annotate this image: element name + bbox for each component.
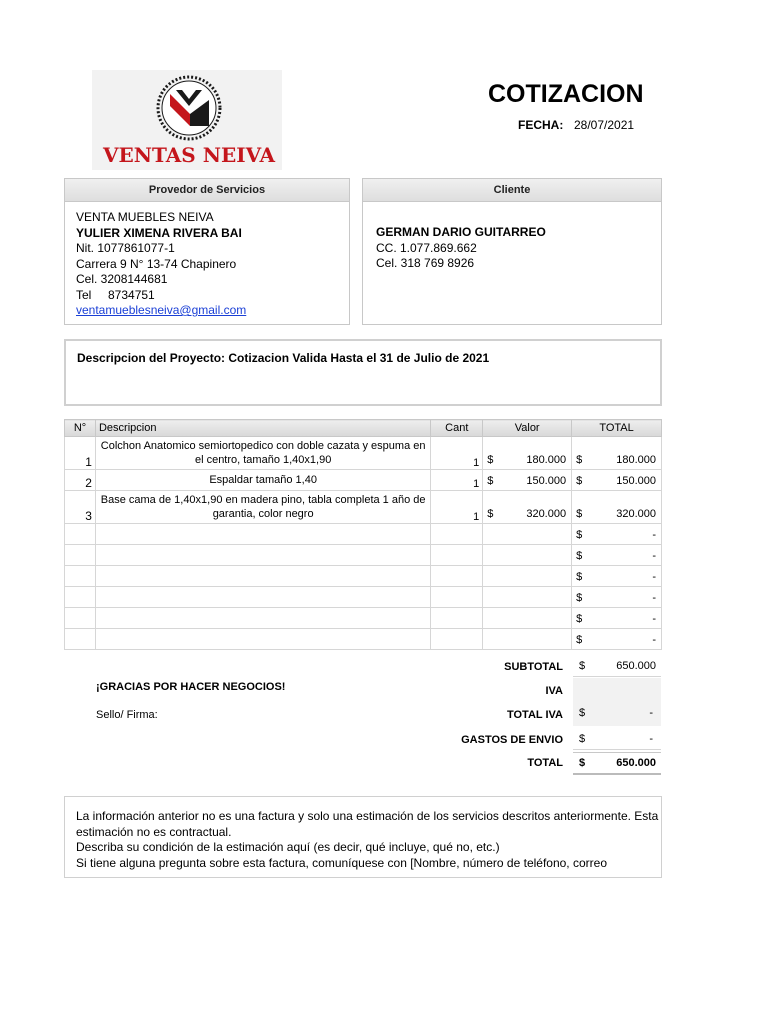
- col-header-num: N°: [65, 420, 96, 437]
- table-header-row: [65, 420, 662, 437]
- provider-nit: Nit. 1077861077-1: [76, 241, 175, 255]
- row-desc: Espaldar tamaño 1,40: [95, 470, 430, 491]
- row-total-amount: -: [652, 592, 656, 604]
- client-cell: Cel. 318 769 8926: [376, 256, 475, 270]
- currency-symbol: $: [487, 508, 494, 520]
- document-title: COTIZACION: [488, 80, 644, 108]
- provider-box: [64, 178, 350, 325]
- items-table: [64, 419, 662, 650]
- provider-phone: Tel 8734751: [76, 287, 155, 302]
- currency-symbol: $: [487, 454, 494, 466]
- provider-cell: Cel. 3208144681: [76, 272, 168, 286]
- currency-symbol: $: [579, 707, 586, 719]
- row-desc: Colchon Anatomico semiortopedico con doble cazata y espuma en el centro, tamaño 1,40x1,90: [95, 437, 430, 470]
- currency-symbol: $: [579, 733, 586, 745]
- empty-row: [65, 608, 662, 629]
- col-header-qty: Cant: [431, 420, 483, 437]
- iva-label: IVA: [545, 685, 563, 697]
- currency-symbol: $: [576, 592, 583, 604]
- row-total-amount: 320.000: [616, 508, 656, 520]
- row-value: [483, 437, 572, 470]
- provider-email-link[interactable]: ventamueblesneiva@gmail.com: [76, 303, 247, 317]
- thanks-message: ¡GRACIAS POR HACER NEGOCIOS!: [96, 681, 286, 693]
- empty-row: [65, 545, 662, 566]
- row-qty: 1: [431, 470, 483, 491]
- col-header-value: Valor: [483, 420, 572, 437]
- client-box: [362, 178, 662, 325]
- shipping-amount: -: [649, 733, 653, 745]
- row-total: [572, 629, 662, 650]
- currency-symbol: $: [576, 613, 583, 625]
- row-total: [572, 524, 662, 545]
- empty-row: [65, 629, 662, 650]
- total-iva-amount: -: [649, 707, 653, 719]
- row-total: [572, 566, 662, 587]
- subtotal-amount: 650.000: [616, 660, 656, 672]
- table-row: [65, 491, 662, 524]
- row-num: 2: [65, 470, 96, 491]
- table-row: [65, 470, 662, 491]
- disclaimer-line: Si tiene alguna pregunta sobre esta factura, comuníquese con [Nombre, número de teléfono, correo: [76, 855, 607, 870]
- empty-row: [65, 587, 662, 608]
- row-total: [572, 470, 662, 491]
- provider-heading: Provedor de Servicios: [65, 179, 349, 202]
- project-description-box: [64, 339, 662, 406]
- table-row: [65, 437, 662, 470]
- disclaimer-line: Describa su condición de la estimación aquí (es decir, qué incluye, qué no, etc.): [76, 840, 500, 854]
- logo-text: VENTAS NEIVA: [102, 143, 276, 167]
- signature-label: Sello/ Firma:: [96, 709, 158, 721]
- total-amount: 650.000: [616, 757, 656, 769]
- row-total: [572, 587, 662, 608]
- row-value: [483, 470, 572, 491]
- currency-symbol: $: [576, 571, 583, 583]
- col-header-desc: Descripcion: [95, 420, 430, 437]
- row-value: [483, 491, 572, 524]
- total-iva-label: TOTAL IVA: [506, 709, 563, 721]
- row-qty: 1: [431, 491, 483, 524]
- row-num: 1: [65, 437, 96, 470]
- currency-symbol: $: [576, 634, 583, 646]
- row-total: [572, 437, 662, 470]
- row-total-amount: -: [652, 550, 656, 562]
- row-total: [572, 491, 662, 524]
- provider-contact-name: YULIER XIMENA RIVERA BAI: [76, 225, 242, 240]
- date-value: 28/07/2021: [574, 118, 635, 132]
- date-label: FECHA:: [518, 118, 564, 132]
- row-total-amount: 150.000: [616, 475, 656, 487]
- row-total: [572, 608, 662, 629]
- shipping-value: [573, 729, 661, 750]
- company-logo: [92, 70, 282, 170]
- row-qty: 1: [431, 437, 483, 470]
- total-value: [573, 752, 661, 775]
- disclaimer-box: [64, 796, 662, 878]
- row-desc: Base cama de 1,40x1,90 en madera pino, tabla completa 1 año de garantia, color negro: [95, 491, 430, 524]
- currency-symbol: $: [576, 550, 583, 562]
- row-total: [572, 545, 662, 566]
- provider-address: Carrera 9 N° 13-74 Chapinero: [76, 256, 237, 271]
- currency-symbol: $: [576, 475, 583, 487]
- row-value-amount: 180.000: [526, 454, 567, 466]
- client-name: GERMAN DARIO GUITARREO: [376, 225, 546, 239]
- iva-value: [573, 678, 661, 703]
- client-heading: Cliente: [363, 179, 661, 202]
- currency-symbol: $: [487, 475, 494, 487]
- currency-symbol: $: [579, 757, 586, 769]
- currency-symbol: $: [576, 529, 583, 541]
- total-iva-value: [573, 703, 661, 726]
- row-total-amount: -: [652, 571, 656, 583]
- row-value-amount: 150.000: [526, 475, 567, 487]
- project-description: Descripcion del Proyecto: Cotizacion Valida Hasta el 31 de Julio de 2021: [77, 351, 490, 365]
- row-total-amount: -: [652, 529, 656, 541]
- row-total-amount: -: [652, 613, 656, 625]
- client-cc: CC. 1.077.869.662: [376, 240, 477, 255]
- row-total-amount: 180.000: [616, 454, 656, 466]
- row-value-amount: 320.000: [526, 508, 567, 520]
- subtotal-value: [573, 656, 661, 677]
- row-total-amount: -: [652, 634, 656, 646]
- row-num: 3: [65, 491, 96, 524]
- currency-symbol: $: [579, 660, 586, 672]
- empty-row: [65, 566, 662, 587]
- provider-company: VENTA MUEBLES NEIVA: [76, 210, 214, 224]
- disclaimer-line: La información anterior no es una factura y solo una estimación de los servicios descritos anteriormente. Esta: [76, 809, 659, 823]
- total-label: TOTAL: [527, 757, 563, 769]
- disclaimer-line: estimación no es contractual.: [76, 824, 232, 839]
- shipping-label: GASTOS DE ENVIO: [461, 734, 563, 746]
- subtotal-label: SUBTOTAL: [504, 661, 563, 673]
- empty-row: [65, 524, 662, 545]
- currency-symbol: $: [576, 508, 583, 520]
- currency-symbol: $: [576, 454, 583, 466]
- col-header-total: TOTAL: [572, 420, 662, 437]
